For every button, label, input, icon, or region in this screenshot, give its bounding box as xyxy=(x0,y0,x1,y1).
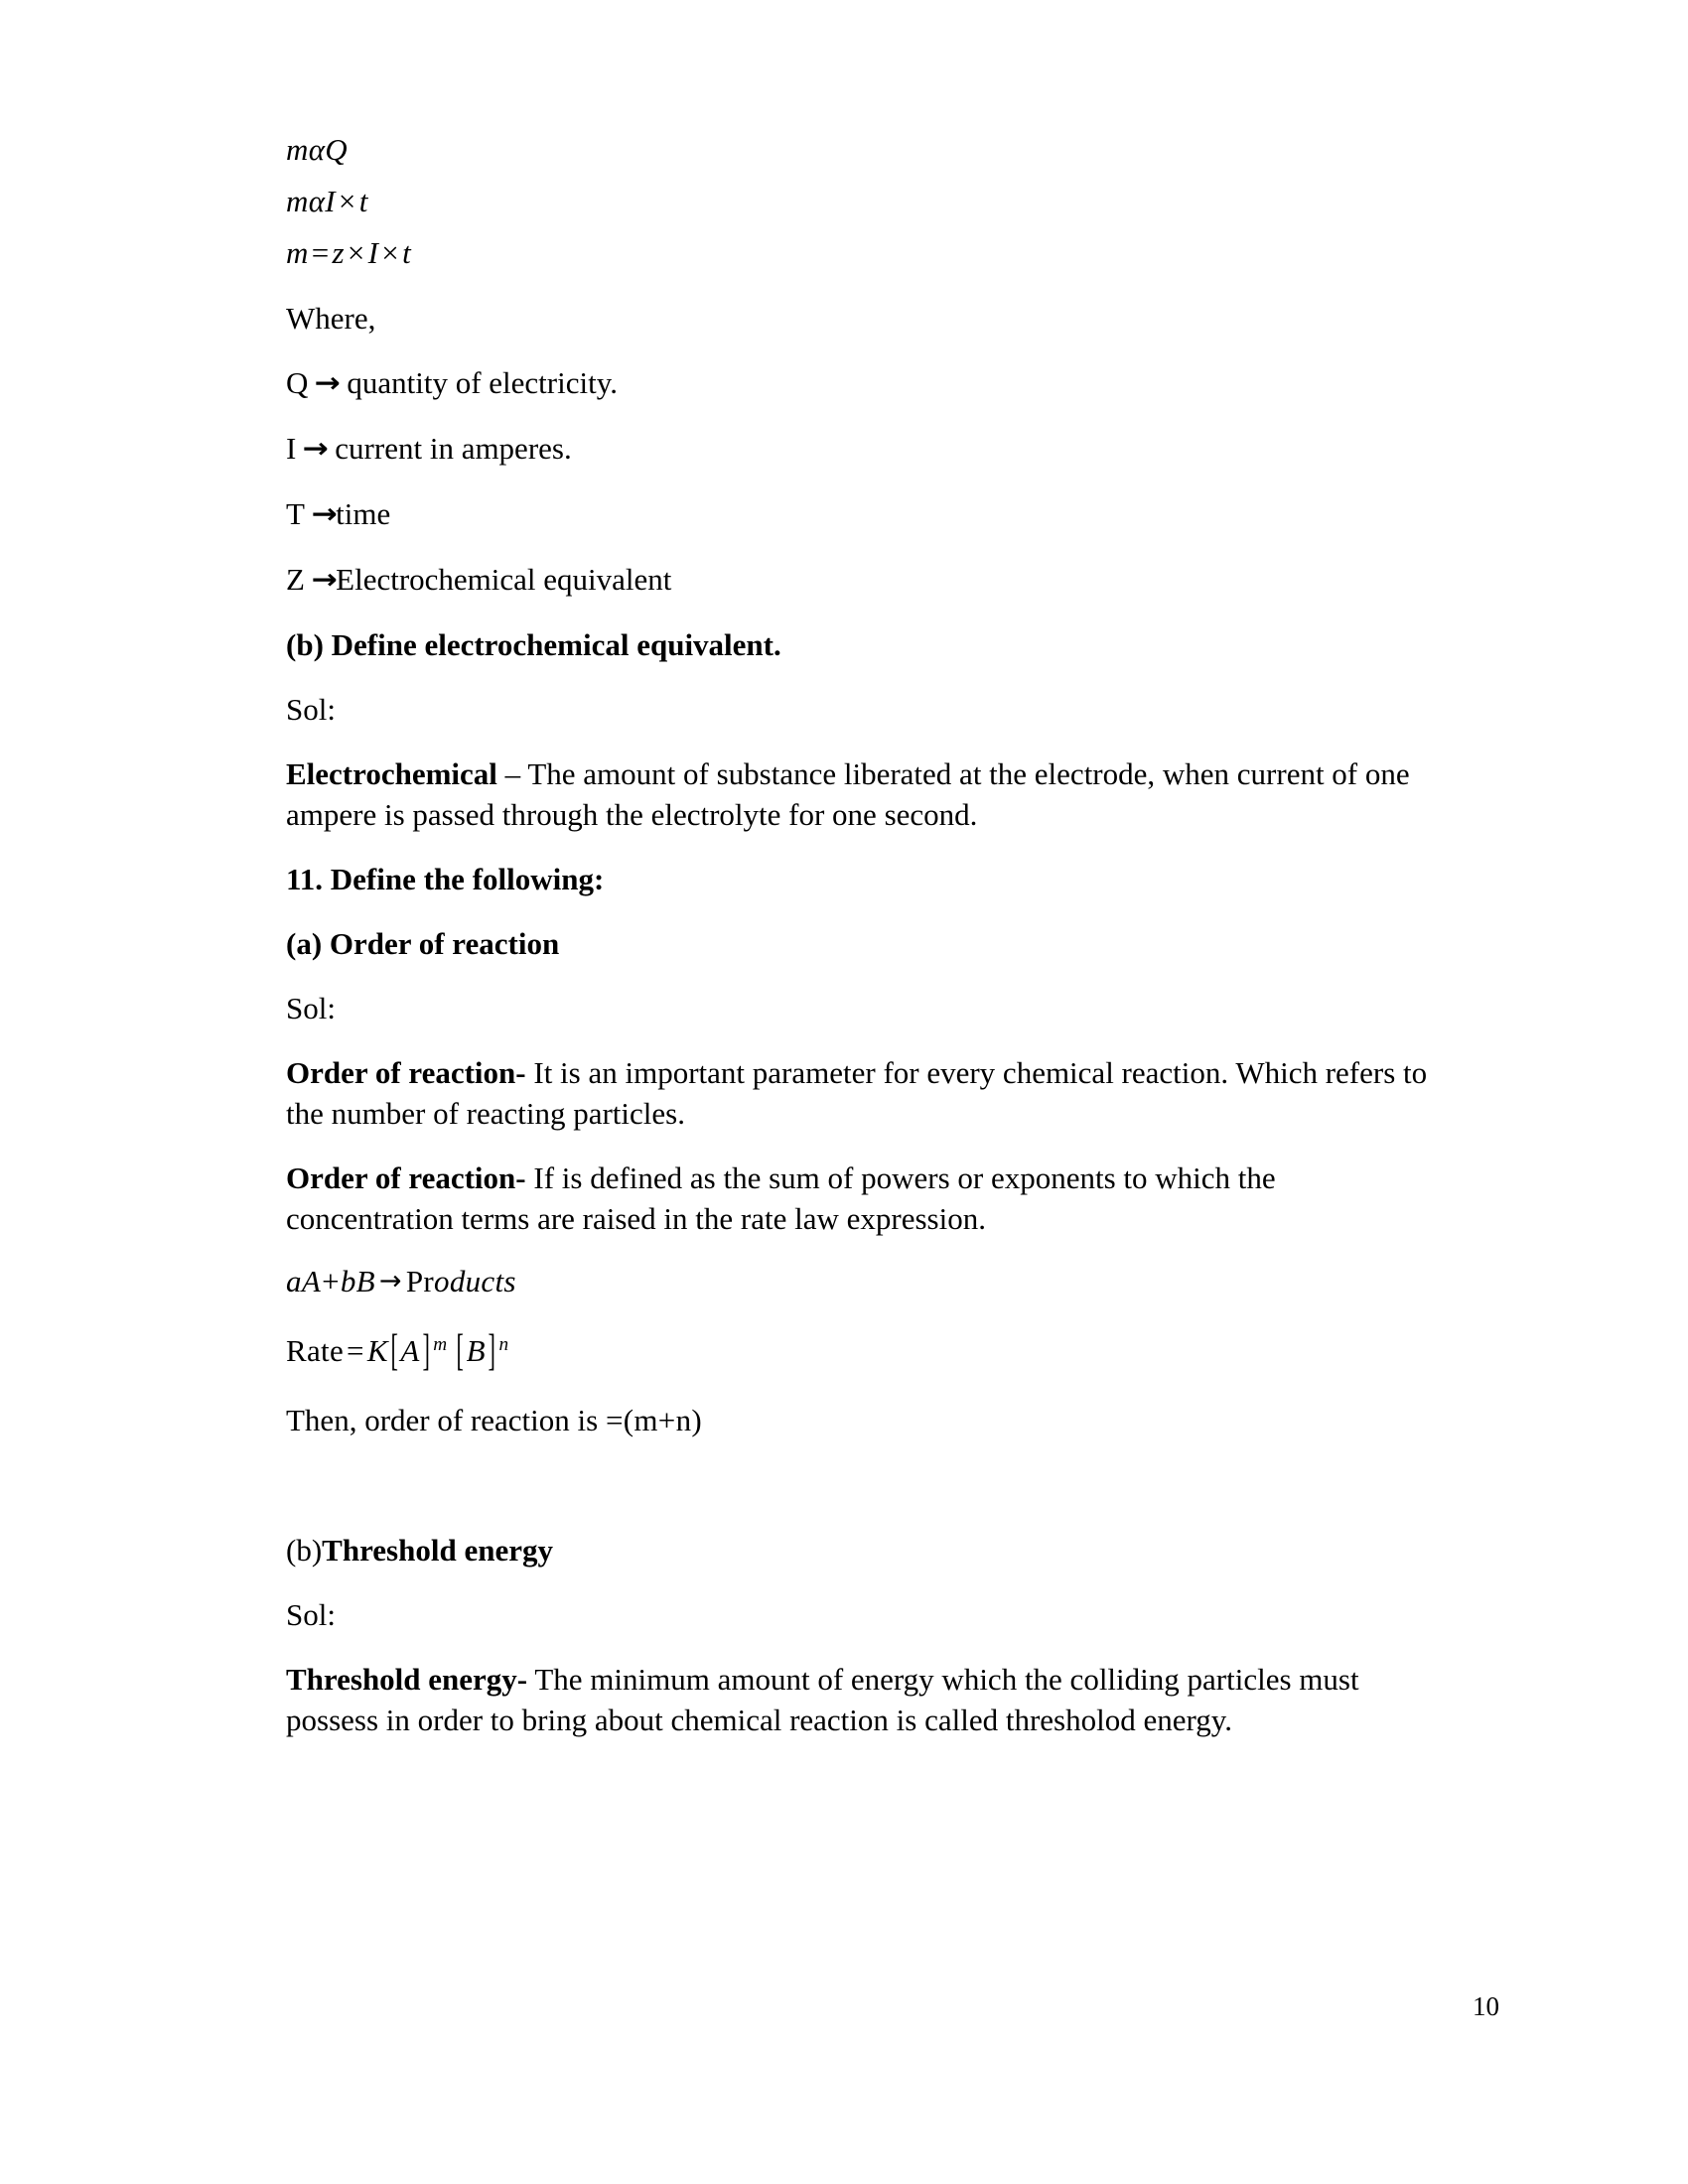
order-sum-m: m xyxy=(633,1403,658,1437)
right-arrow-icon: → xyxy=(302,432,329,465)
order-sum-line xyxy=(286,1400,1433,1440)
rate-constant-k: K xyxy=(366,1333,388,1368)
rate-exponent-n: n xyxy=(498,1333,509,1355)
order-sum-rparen: ) xyxy=(691,1403,703,1437)
rate-species-b: B xyxy=(466,1333,486,1368)
rate-exponent-m: m xyxy=(433,1333,448,1355)
definition-line-t xyxy=(286,493,1433,535)
reaction-products-suffix: oducts xyxy=(434,1264,516,1298)
equation-m-alpha-i-t xyxy=(286,183,1433,220)
eq1-m: m xyxy=(286,132,309,167)
eq2-times: × xyxy=(338,184,356,218)
equation-reaction xyxy=(286,1263,1433,1302)
right-arrow-icon: → xyxy=(311,497,338,530)
bracket-close-a: ] xyxy=(422,1323,430,1375)
eq1-alpha: α xyxy=(308,132,326,167)
question-11-heading: 11. Define the following: xyxy=(286,862,605,896)
question-11a-heading: (a) Order of reaction xyxy=(286,926,560,961)
definition-line-q xyxy=(286,362,1433,404)
eq2-i: I xyxy=(325,184,336,218)
order-of-reaction-term-1: Order of reaction- xyxy=(286,1055,526,1090)
equation-m-equals-zit xyxy=(286,234,1433,272)
order-of-reaction-text-2: If is defined as the sum of powers or exponents to which the concentration terms are raised in the rate law expression. xyxy=(286,1160,1276,1236)
question-b-heading: (b) Define electrochemical equivalent. xyxy=(286,627,781,662)
sol-label-3: Sol: xyxy=(286,1597,336,1632)
question-11b-prefix: (b) xyxy=(286,1533,323,1568)
eq3-i: I xyxy=(367,235,379,270)
rate-equals: = xyxy=(347,1333,364,1368)
eq3-t: t xyxy=(402,235,411,270)
definition-line-z xyxy=(286,559,1433,601)
eq3-equals: = xyxy=(311,235,330,270)
definition-text-t: time xyxy=(336,496,391,531)
page-number: 10 xyxy=(1473,1991,1499,2021)
order-sum-n: n xyxy=(675,1403,692,1437)
reaction-b-species: B xyxy=(355,1264,375,1298)
question-11b-title: Threshold energy xyxy=(322,1533,553,1568)
eq3-z: z xyxy=(332,235,345,270)
rate-label: Rate xyxy=(286,1333,345,1368)
order-of-reaction-paragraph-2 xyxy=(286,1158,1433,1239)
eq3-times-1: × xyxy=(347,235,365,270)
eq1-q: Q xyxy=(325,132,348,167)
eq2-t: t xyxy=(358,184,368,218)
right-arrow-icon: → xyxy=(314,366,342,399)
order-of-reaction-paragraph-1 xyxy=(286,1052,1433,1134)
eq2-m: m xyxy=(286,184,309,218)
equation-rate-law xyxy=(286,1323,1433,1375)
where-label: Where, xyxy=(286,301,376,336)
reaction-a-species: A xyxy=(301,1264,322,1298)
bracket-open-b: [ xyxy=(456,1323,465,1375)
definition-symbol-z: Z xyxy=(286,562,305,597)
section-spacer xyxy=(286,1464,1433,1530)
order-of-reaction-text-1: It is an important parameter for every chemical reaction. Which refers to the number of reacting particles. xyxy=(286,1055,1428,1131)
equation-m-alpha-q xyxy=(286,131,1433,169)
threshold-energy-term: Threshold energy- xyxy=(286,1662,528,1697)
right-arrow-icon: → xyxy=(311,563,338,596)
order-sum-expression xyxy=(606,1403,702,1437)
sol-label-2: Sol: xyxy=(286,991,336,1025)
sol-label-1: Sol: xyxy=(286,692,336,727)
electrochemical-definition-paragraph xyxy=(286,753,1433,835)
definition-symbol-i: I xyxy=(286,431,297,466)
order-sum-plus: + xyxy=(657,1403,676,1437)
order-sum-equals: = xyxy=(605,1403,624,1437)
electrochemical-definition-text: – The amount of substance liberated at the electrode, when current of one ampere is passed through the electrolyte for one second. xyxy=(286,756,1410,832)
bracket-open-a: [ xyxy=(390,1323,398,1375)
definition-symbol-t: T xyxy=(286,496,305,531)
definition-line-i xyxy=(286,428,1433,470)
eq2-alpha: α xyxy=(308,184,326,218)
definition-text-i: current in amperes. xyxy=(335,431,572,466)
electrochemical-term: Electrochemical xyxy=(286,756,497,791)
order-of-reaction-term-2: Order of reaction- xyxy=(286,1160,526,1195)
eq3-times-2: × xyxy=(381,235,400,270)
definition-text-q: quantity of electricity. xyxy=(347,365,618,400)
reaction-arrow-icon: → xyxy=(378,1266,402,1297)
threshold-energy-text: The minimum amount of energy which the colliding particles must possess in order to bring about chemical reaction is called thresholod energy. xyxy=(286,1662,1359,1737)
eq3-m: m xyxy=(286,235,309,270)
reaction-products-prefix: Pr xyxy=(405,1264,435,1298)
bracket-close-b: ] xyxy=(488,1323,495,1375)
reaction-a-coeff: a xyxy=(286,1264,302,1298)
then-order-text: Then, order of reaction is xyxy=(286,1403,599,1437)
threshold-energy-paragraph xyxy=(286,1659,1433,1740)
rate-species-a: A xyxy=(400,1333,420,1368)
page-content xyxy=(286,131,1433,1764)
order-sum-lparen: ( xyxy=(623,1403,634,1437)
definition-text-z: Electrochemical equivalent xyxy=(336,562,672,597)
question-11b-heading xyxy=(286,1530,1433,1570)
definition-symbol-q: Q xyxy=(286,365,309,400)
reaction-plus: + xyxy=(322,1264,340,1298)
reaction-b-coeff: b xyxy=(340,1264,356,1298)
